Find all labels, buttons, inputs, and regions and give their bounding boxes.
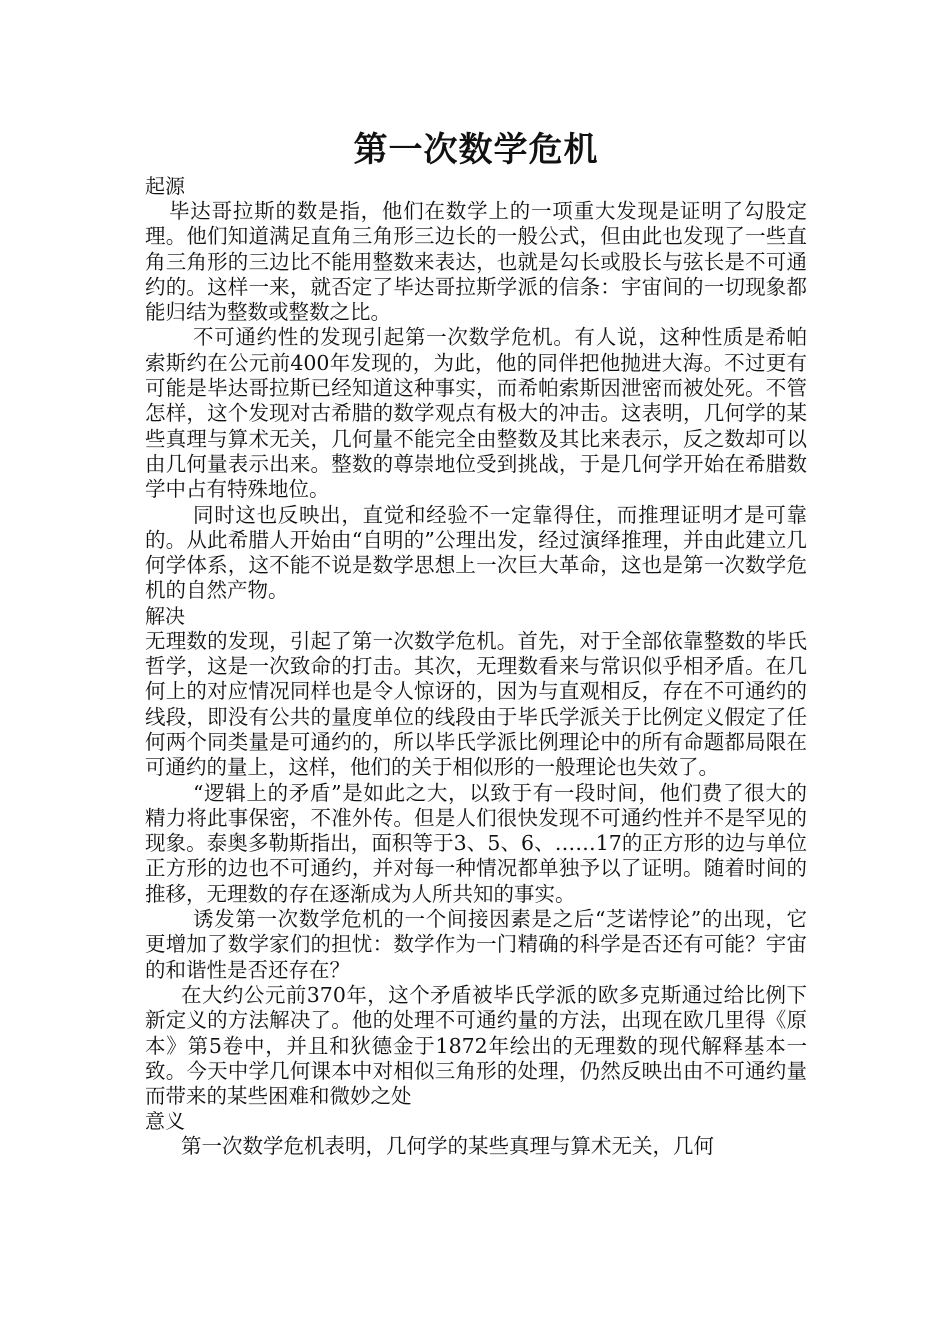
section-heading-resolution: 解决 [145,603,185,628]
section-heading-significance: 意义 [145,1109,185,1134]
section-heading-origin: 起源 [145,174,185,198]
section-significance [145,1109,807,1159]
paragraph: 无理数的发现，引起了第一次数学危机。首先，对于全部依靠整数的毕氏哲学，这是一次致命的打击。其次，无理数看来与常识似乎相矛盾。在几何上的对应情况同样也是令人惊讶的，因为与直观相反，存在不可通约的线段，即没有公共的量度单位的线段由于毕氏学派关于比例定义假定了任何两个同类量是可通约的，所以毕氏学派比例理论中的所有命题都局限在可通约的量上，这样，他们的关于相似形的一般理论也失效了。 [145,628,807,780]
paragraph: “逻辑上的矛盾”是如此之大，以致于有一段时间，他们费了很大的精力将此事保密，不准外传。但是人们很快发现不可通约性并不是罕见的现象。泰奥多勒斯指出，面积等于3、5、6、……17的正方形的边与单位正方形的边也不可通约，并对每一种情况都单独予以了证明。随着时间的推移，无理数的存在逐渐成为人所共知的事实。 [145,780,807,906]
paragraph: 不可通约性的发现引起第一次数学危机。有人说，这种性质是希帕索斯约在公元前400年发现的，为此，他的同伴把他抛进大海。不过更有可能是毕达哥拉斯已经知道这种事实，而希帕索斯因泄密而被处死。不管怎样，这个发现对古希腊的数学观点有极大的冲击。这表明，几何学的某些真理与算术无关，几何量不能完全由整数及其比来表示，反之数却可以由几何量表示出来。整数的尊崇地位受到挑战，于是几何学开始在希腊数学中占有特殊地位。 [145,325,807,502]
paragraph: 在大约公元前370年，这个矛盾被毕氏学派的欧多克斯通过给比例下新定义的方法解决了。他的处理不可通约量的方法，出现在欧几里得《原本》第5卷中，并且和狄德金于1872年绘出的无理数的现代解释基本一致。今天中学几何课本中对相似三角形的处理，仍然反映出由不可通约量而带来的某些困难和微妙之处 [145,982,807,1109]
section-origin [145,174,807,604]
section-resolution [145,604,807,1110]
document-title: 第一次数学危机 [353,130,599,170]
paragraph: 诱发第一次数学危机的一个间接因素是之后“芝诺悖论”的出现，它更增加了数学家们的担忧：数学作为一门精确的科学是否还有可能？宇宙的和谐性是否还存在？ [145,907,807,982]
paragraph: 同时这也反映出，直觉和经验不一定靠得住，而推理证明才是可靠的。从此希腊人开始由“自明的”公理出发，经过演绎推理，并由此建立几何学体系，这不能不说是数学思想上一次巨大革命，这也是第一次数学危机的自然产物。 [145,502,807,603]
paragraph: 第一次数学危机表明，几何学的某些真理与算术无关，几何 [181,1134,714,1159]
paragraph: 毕达哥拉斯的数是指，他们在数学上的一项重大发现是证明了勾股定理。他们知道满足直角三角形三边长的一般公式，但由此也发现了一些直角三角形的三边比不能用整数来表达，也就是勾长或股长与弦长是不可通约的。这样一来，就否定了毕达哥拉斯学派的信条：宇宙间的一切现象都能归结为整数或整数之比。 [145,199,807,325]
